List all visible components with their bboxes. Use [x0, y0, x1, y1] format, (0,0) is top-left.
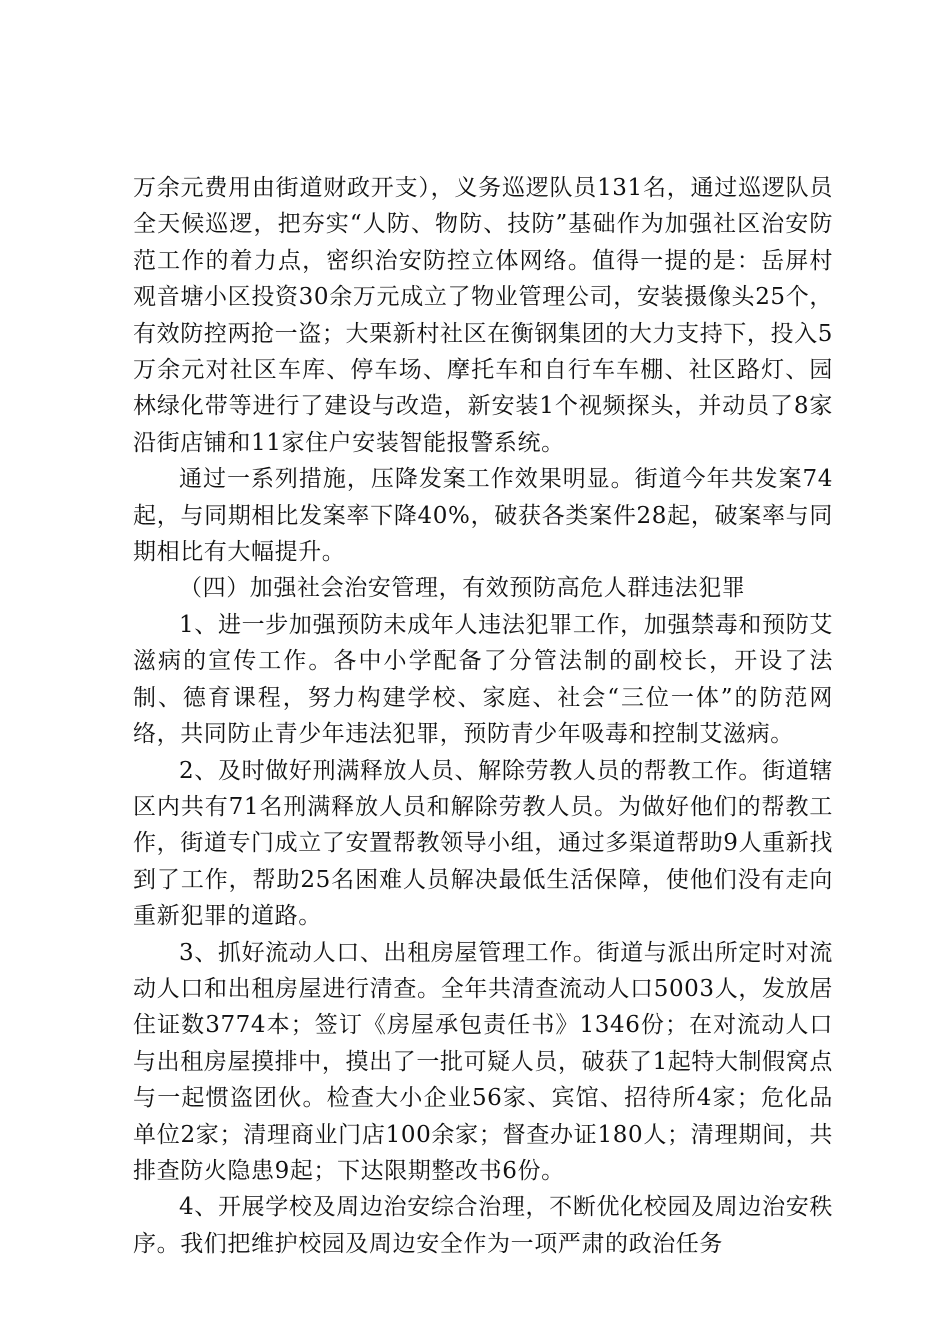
section-heading-4: （四）加强社会治安管理，有效预防高危人群违法犯罪: [179, 575, 746, 602]
paragraph-item-3: 3、抓好流动人口、出租房屋管理工作。街道与派出所定时对流动人口和出租房屋进行清查。全年共清查流动人口5003人，发放居住证数3774本；签订《房屋承包责任书》1346份；在对流动人口与出租房屋摸排中，摸出了一批可疑人员，破获了1起特大制假窝点与一起惯盗团伙。检查大小企业56家、宾馆、招待所4家；危化品单位2家；清理商业门店100余家；督查办证180人；清理期间，共排查防火隐患9起；下达限期整改书6份。: [133, 939, 833, 1184]
document-body: [133, 170, 833, 1262]
paragraph-item-1: 1、进一步加强预防未成年人违法犯罪工作，加强禁毒和预防艾滋病的宣传工作。各中小学配备了分管法制的副校长，开设了法制、德育课程，努力构建学校、家庭、社会“三位一体”的防范网络，共同防止青少年违法犯罪，预防青少年吸毒和控制艾滋病。: [133, 611, 833, 748]
paragraph-item-2: 2、及时做好刑满释放人员、解除劳教人员的帮教工作。街道辖区内共有71名刑满释放人员和解除劳教人员。为做好他们的帮教工作，街道专门成立了安置帮教领导小组，通过多渠道帮助9人重新找到了工作，帮助25名困难人员解决最低生活保障，使他们没有走向重新犯罪的道路。: [133, 757, 833, 930]
paragraph-continuation: 万余元费用由街道财政开支），义务巡逻队员131名，通过巡逻队员全天候巡逻，把夯实“人防、物防、技防”基础作为加强社区治安防范工作的着力点，密织治安防控立体网络。值得一提的是：岳屏村观音塘小区投资30余万元成立了物业管理公司，安装摄像头25个，有效防控两抢一盗；大栗新村社区在衡钢集团的大力支持下，投入5万余元对社区车库、停车场、摩托车和自行车车棚、社区路灯、园林绿化带等进行了建设与改造，新安装1个视频探头，并动员了8家沿街店铺和11家住户安装智能报警系统。: [133, 175, 833, 456]
paragraph-results: 通过一系列措施，压降发案工作效果明显。街道今年共发案74起，与同期相比发案率下降40%，破获各类案件28起，破案率与同期相比有大幅提升。: [133, 466, 833, 566]
paragraph-item-4: 4、开展学校及周边治安综合治理，不断优化校园及周边治安秩序。我们把维护校园及周边安全作为一项严肃的政治任务: [133, 1194, 833, 1257]
